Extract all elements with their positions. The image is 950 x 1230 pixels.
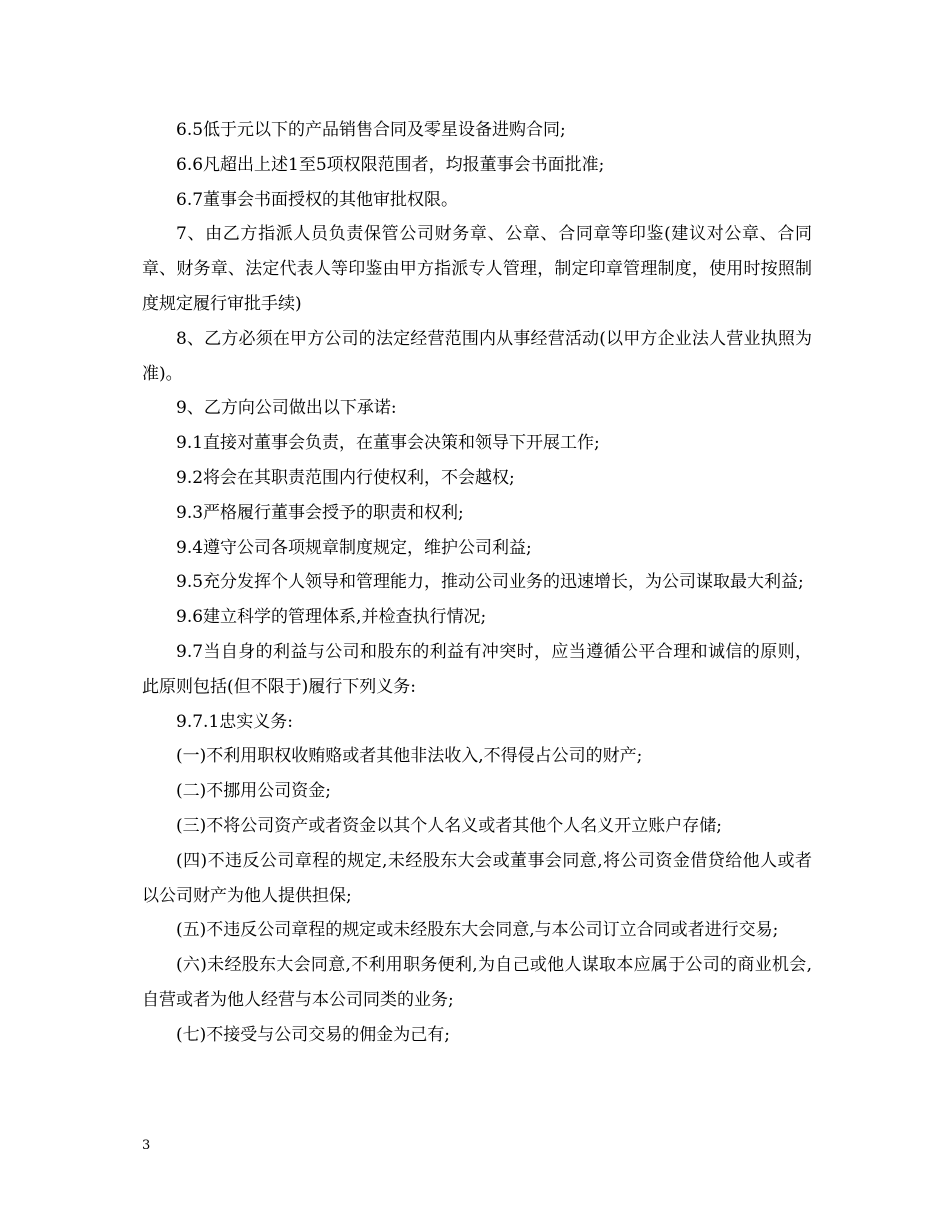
- paragraph-9-1: 9.1直接对董事会负责，在董事会决策和领导下开展工作;: [176, 433, 600, 454]
- paragraph-9-6: 9.6建立科学的管理体系,并检查执行情况;: [176, 607, 487, 628]
- paragraph-item-2: (二)不挪用公司资金;: [176, 781, 331, 802]
- paragraph-item-5: (五)不违反公司章程的规定或未经股东大会同意,与本公司订立合同或者进行交易;: [176, 920, 779, 941]
- paragraph-6-5: 6.5低于元以下的产品销售合同及零星设备进购合同;: [176, 120, 566, 140]
- paragraph-6-6: 6.6凡超出上述1至5项权限范围者，均报董事会书面批准;: [176, 154, 605, 175]
- paragraph-item-1: (一)不利用职权收贿赂或者其他非法收入,不得侵占公司的财产;: [176, 746, 643, 767]
- paragraph-9-4: 9.4遵守公司各项规章制度规定，维护公司利益;: [176, 537, 532, 558]
- paragraph-6-7: 6.7董事会书面授权的其他审批权限。: [176, 189, 459, 210]
- paragraph-8: 8、乙方必须在甲方公司的法定经营范围内从事经营活动(以甲方企业法人营业执照为准)。: [142, 328, 812, 384]
- paragraph-9-3: 9.3严格履行董事会授予的职责和权利;: [176, 502, 464, 523]
- paragraph-item-3: (三)不将公司资产或者资金以其个人名义或者其他个人名义开立账户存储;: [176, 815, 722, 836]
- paragraph-9-7: 9.7当自身的利益与公司和股东的利益有冲突时，应当遵循公平合理和诚信的原则，此原则包括(但不限于)履行下列义务:: [142, 641, 812, 697]
- paragraph-9-5: 9.5充分发挥个人领导和管理能力，推动公司业务的迅速增长，为公司谋取最大利益;: [176, 572, 804, 593]
- paragraph-item-6: (六)未经股东大会同意,不利用职务便利,为自己或他人谋取本应属于公司的商业机会,自营或者为他人经营与本公司同类的业务;: [142, 955, 812, 1010]
- paragraph-9-2: 9.2将会在其职责范围内行使权利，不会越权;: [176, 467, 515, 488]
- paragraph-7: 7、由乙方指派人员负责保管公司财务章、公章、合同章等印鉴(建议对公章、合同章、财务章、法定代表人等印鉴由甲方指派专人管理，制定印章管理制度，使用时按照制度规定履行审批手续): [142, 224, 812, 314]
- document-body: [142, 113, 812, 1053]
- paragraph-item-4: (四)不违反公司章程的规定,未经股东大会或董事会同意,将公司资金借贷给他人或者以公司财产为他人提供担保;: [142, 850, 812, 906]
- paragraph-9-7-1: 9.7.1忠实义务:: [176, 711, 293, 732]
- paragraph-9: 9、乙方向公司做出以下承诺:: [176, 398, 397, 419]
- page-number: 3: [142, 1138, 151, 1153]
- paragraph-item-7: (七)不接受与公司交易的佣金为己有;: [176, 1024, 450, 1045]
